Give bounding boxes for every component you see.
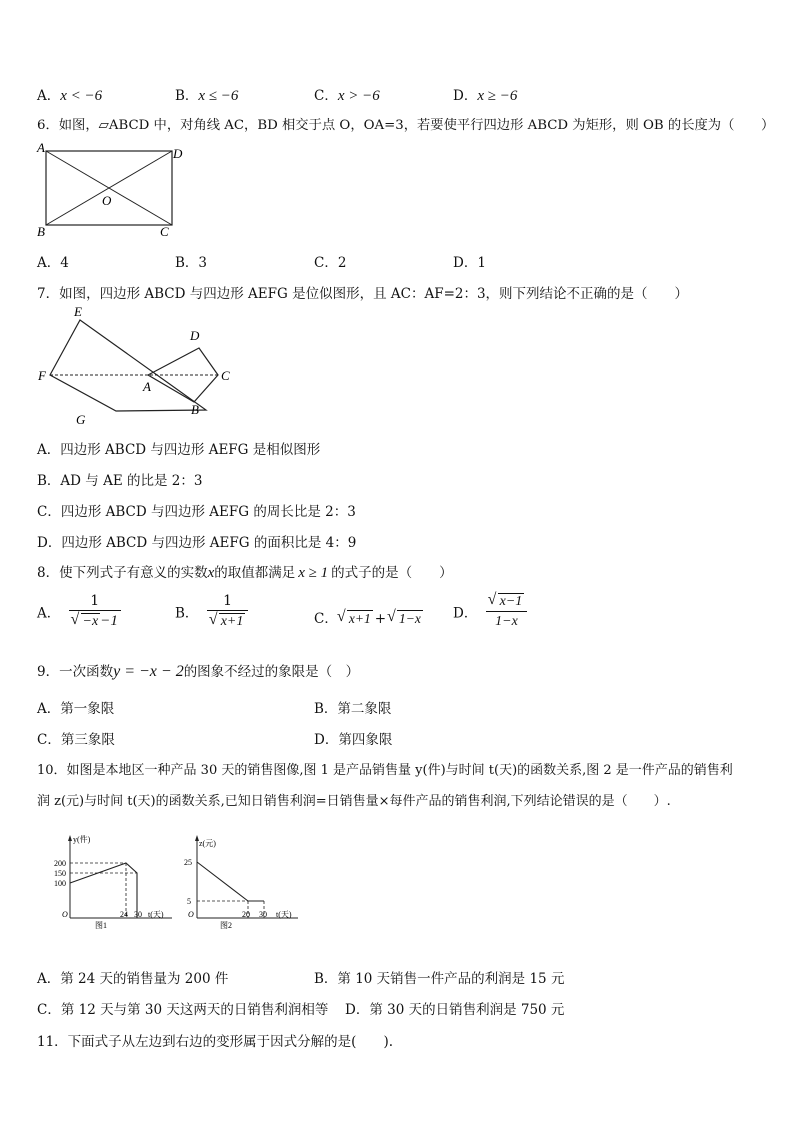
q6-option-d: D．1 bbox=[453, 255, 486, 271]
q9-option-b: B．第二象限 bbox=[314, 701, 392, 717]
q10-stem-line1: 10．如图是本地区一种产品 30 天的销售图像,图 1 是产品销售量 y(件)与时间 t(天)的函数关系,图 2 是一件产品的销售利 bbox=[37, 763, 733, 778]
q7-label-c: C bbox=[221, 368, 230, 383]
q10-stem-line2: 润 z(元)与时间 t(天)的函数关系,已知日销售利润=日销售量×每件产品的销售利润,下列结论错误的是（ ）. bbox=[37, 794, 671, 809]
q6-option-b: B．3 bbox=[175, 255, 208, 271]
q10-figure2-profit-graph bbox=[180, 832, 305, 932]
q10-option-c: C．第 12 天与第 30 天这两天的日销售利润相等 bbox=[37, 1002, 329, 1018]
q7-label-b: B bbox=[191, 402, 199, 417]
fig2-xlabel: t(天) bbox=[276, 910, 292, 919]
q5-option-b: B．x ≤ −6 bbox=[175, 88, 239, 104]
q8-option-b: B． 1 √ x+1 bbox=[175, 593, 248, 630]
q5-option-a: A．x < −6 bbox=[37, 88, 103, 104]
fig2-origin: O bbox=[188, 910, 194, 919]
fig1-tick-24: 24 bbox=[120, 910, 128, 919]
fig1-tick-200: 200 bbox=[54, 859, 66, 868]
fig2-tick-5: 5 bbox=[187, 897, 191, 906]
q7-label-e: E bbox=[74, 304, 82, 319]
q8-option-d: D． √ $\frac{x-1}{1-x}$ bbox=[453, 593, 527, 630]
fig1-xlabel: t(天) bbox=[148, 910, 164, 919]
q5-option-d: D．x ≥ −6 bbox=[453, 88, 518, 104]
q7-label-a: A bbox=[143, 379, 151, 394]
q8-stem: 8．使下列式子有意义的实数x的取值都满足 x ≥ 1 的式子的是（ ） bbox=[37, 565, 453, 581]
q7-homothetic-figure bbox=[34, 303, 244, 428]
q6-label-a: A bbox=[37, 140, 45, 155]
q7-option-a: A．四边形 ABCD 与四边形 AEFG 是相似图形 bbox=[37, 442, 321, 458]
q10-option-a: A．第 24 天的销售量为 200 件 bbox=[37, 971, 229, 987]
q6-option-c: C．2 bbox=[314, 255, 347, 271]
q6-rectangle-figure bbox=[34, 140, 184, 240]
q7-option-d: D．四边形 ABCD 与四边形 AEFG 的面积比是 4：9 bbox=[37, 535, 357, 551]
q7-stem: 7．如图，四边形 ABCD 与四边形 AEFG 是位似图形，且 AC：AF=2：3，则下列结论不正确的是（ ） bbox=[37, 286, 689, 302]
q8-option-c: C．√ x+1 +√ 1−x bbox=[314, 607, 423, 627]
fig1-tick-30: 30 bbox=[134, 910, 142, 919]
q10-option-b: B．第 10 天销售一件产品的利润是 15 元 bbox=[314, 971, 565, 987]
fig2-caption: 图2 bbox=[220, 921, 232, 930]
q7-label-d: D bbox=[190, 328, 200, 343]
fig1-ylabel: y(件) bbox=[73, 835, 91, 844]
q9-option-a: A．第一象限 bbox=[37, 701, 115, 717]
fig2-tick-20: 20 bbox=[242, 910, 250, 919]
q8-option-a: A． 1 √ −x −1 bbox=[37, 593, 121, 630]
fig2-tick-30: 30 bbox=[259, 910, 267, 919]
q10-option-d: D．第 30 天的日销售利润是 750 元 bbox=[345, 1002, 565, 1018]
q7-option-c: C．四边形 ABCD 与四边形 AEFG 的周长比是 2：3 bbox=[37, 504, 356, 520]
q6-option-a: A．4 bbox=[37, 255, 69, 271]
q6-label-b: B bbox=[37, 224, 45, 239]
fig2-ylabel: z(元) bbox=[199, 839, 216, 848]
q9-stem: 9．一次函数y = −x − 2的图象不经过的象限是（ ） bbox=[37, 663, 360, 680]
q6-label-d: D bbox=[173, 146, 183, 161]
q6-label-o: O bbox=[102, 193, 112, 208]
q9-option-d: D．第四象限 bbox=[314, 732, 393, 748]
q6-stem: 6．如图，▱ABCD 中，对角线 AC，BD 相交于点 O，OA=3，若要使平行四边形 ABCD 为矩形，则 OB 的长度为（ ） bbox=[37, 118, 775, 133]
q5-option-c: C．x > −6 bbox=[314, 88, 380, 104]
q11-stem: 11．下面式子从左边到右边的变形属于因式分解的是( ). bbox=[37, 1034, 394, 1050]
fig2-tick-25: 25 bbox=[184, 858, 192, 867]
q6-label-c: C bbox=[160, 224, 169, 239]
fig1-origin: O bbox=[62, 910, 68, 919]
q7-label-f: F bbox=[38, 368, 46, 383]
fig1-caption: 图1 bbox=[95, 921, 107, 930]
fig1-tick-150: 150 bbox=[54, 869, 66, 878]
q7-option-b: B．AD 与 AE 的比是 2：3 bbox=[37, 473, 203, 489]
q9-option-c: C．第三象限 bbox=[37, 732, 115, 748]
q7-label-g: G bbox=[76, 412, 86, 427]
q10-figure1-sales-graph bbox=[50, 832, 180, 932]
fig1-tick-100: 100 bbox=[54, 879, 66, 888]
